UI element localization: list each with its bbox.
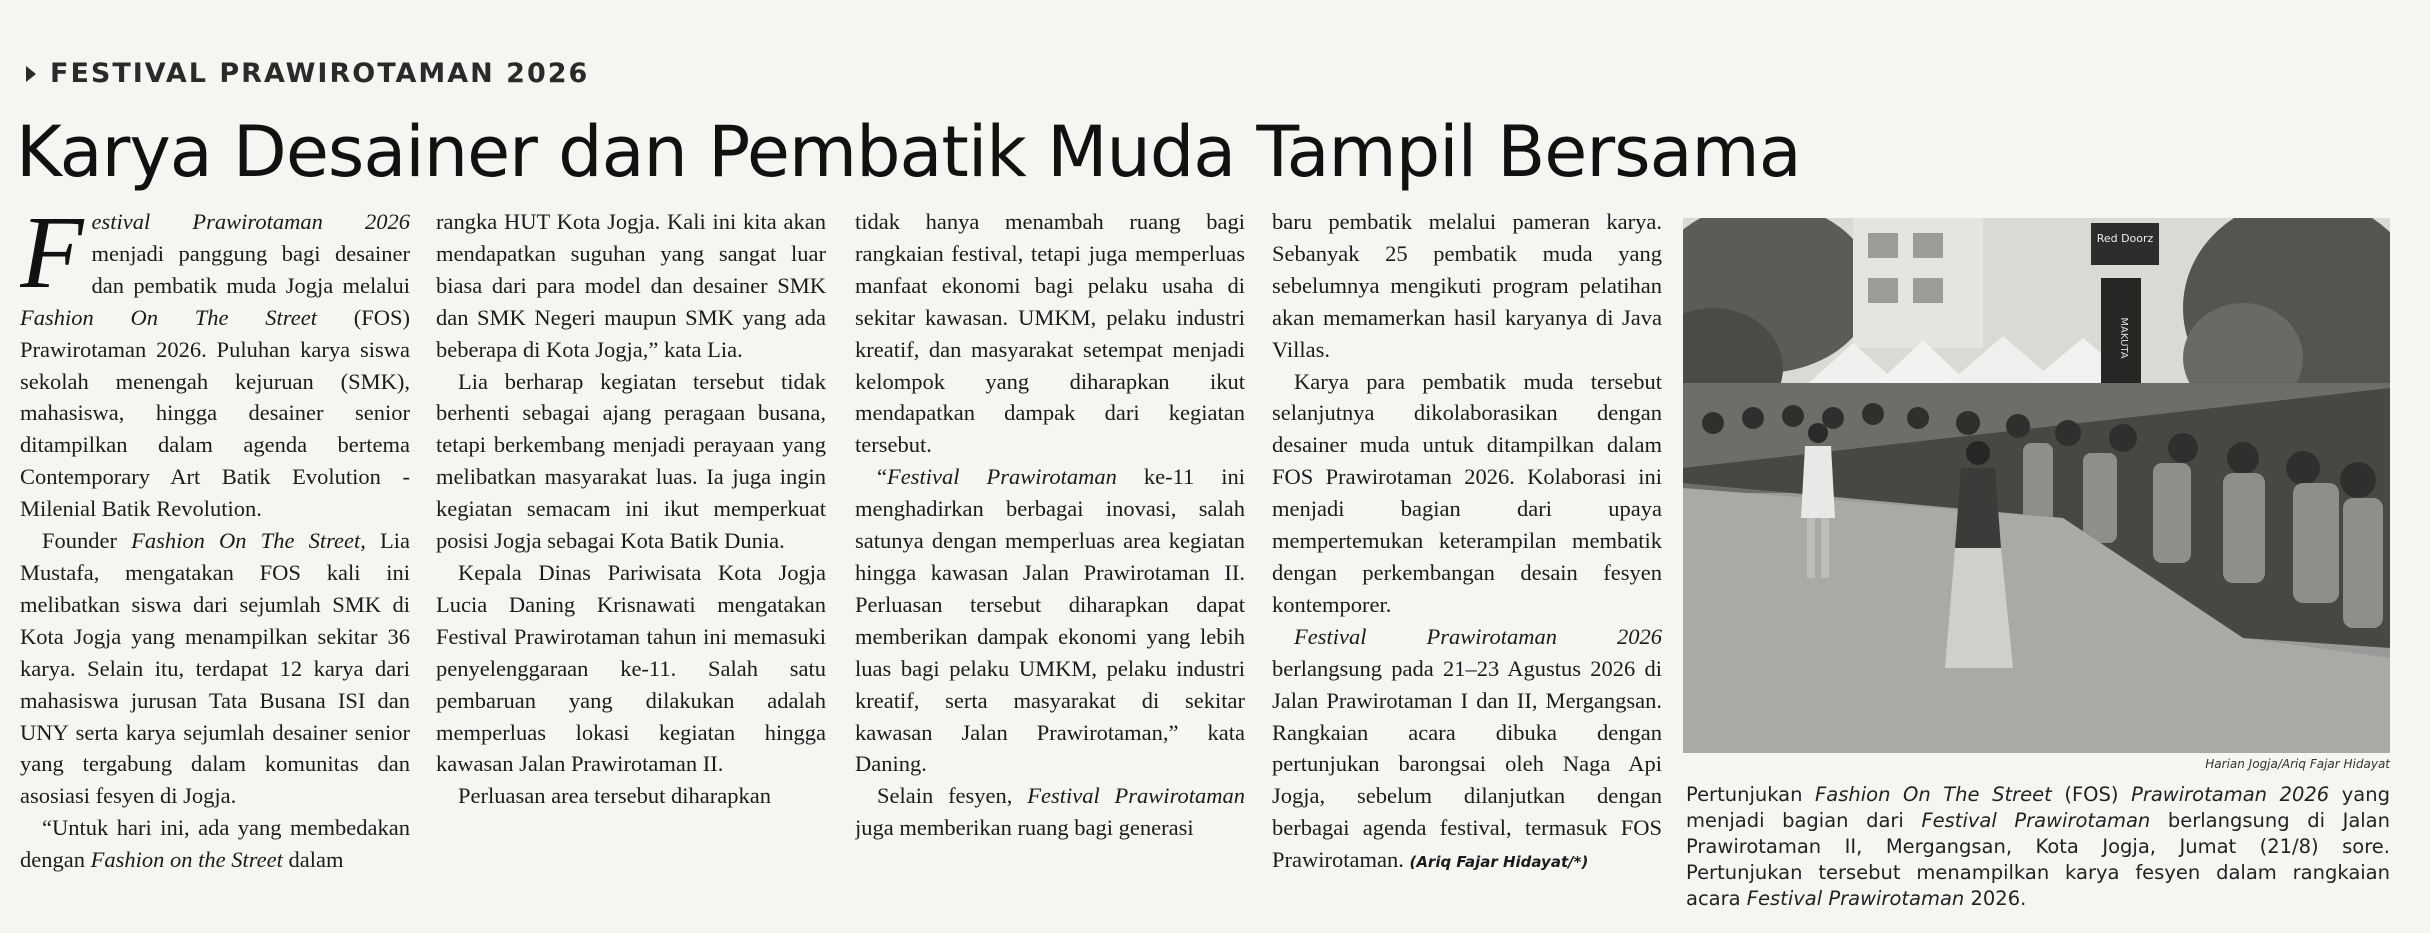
article-headline: Karya Desainer dan Pembatik Muda Tampil Bersama: [16, 111, 1801, 193]
text: juga memberikan ruang bagi generasi: [855, 815, 1194, 841]
triangle-bullet-icon: [26, 66, 36, 82]
photo-credit: Harian Jogja/Ariq Fajar Hidayat: [2205, 757, 2390, 771]
emphasis: Festival Prawirotaman: [1027, 783, 1245, 809]
article-column-2: [436, 206, 826, 906]
paragraph: Karya para pembatik muda tersebut selanjutnya dikolaborasikan dengan desainer muda untuk ditampilkan dalam FOS Prawirotaman 2026. Kolaborasi ini menjadi bagian dari upaya mempertemukan keterampilan membatik dengan perkembangan desain fesyen kontemporer.: [1272, 368, 1662, 617]
emphasis: Prawirotaman 2026: [2131, 783, 2330, 806]
kicker-text: FESTIVAL PRAWIROTAMAN 2026: [50, 58, 590, 89]
text: menjadi panggung bagi desainer dan pembatik muda Jogja melalui: [91, 240, 410, 298]
emphasis: Fashion On The Street,: [131, 528, 366, 554]
article-column-1: [20, 206, 410, 906]
paragraph: [20, 812, 410, 876]
text: berlangsung pada 21–23 Agustus 2026 di Jalan Prawirotaman I dan II, Mergangsan. Rangkaian acara dibuka dengan pertunjukan barongsai oleh Naga Api Jogja, sebelum dilanjutkan dengan berbagai agenda festival, termasuk FOS Prawirotaman.: [1272, 655, 1662, 873]
paragraph: [1272, 621, 1662, 879]
paragraph: [855, 780, 1245, 844]
text: Pertunjukan: [1686, 783, 1816, 806]
paragraph: Lia berharap kegiatan tersebut tidak berhenti sebagai ajang peragaan busana, tetapi berkembang menjadi perayaan yang melibatkan masyarakat luas. Ia juga ingin kegiatan semacam ini ikut memperkuat posisi Jogja sebagai Kota Batik Dunia.: [436, 368, 826, 554]
paragraph: Perluasan area tersebut diharapkan: [458, 783, 771, 809]
article-column-4: [1272, 206, 1662, 906]
emphasis: Fashion On The Street: [20, 304, 317, 330]
article-column-3: [855, 206, 1245, 906]
article-byline: (Ariq Fajar Hidayat/*): [1409, 853, 1589, 872]
text: ke-11 ini menghadirkan berbagai inovasi, salah satunya dengan memperluas area kegiatan hingga kawasan Jalan Prawirotaman II. Perluasan tersebut diharapkan dapat memberikan dampak ekonomi yang lebih luas bagi pelaku UMKM, pelaku industri kreatif, serta masyarakat di sekitar kawasan Jalan Prawirotaman,” kata Daning.: [855, 464, 1245, 777]
drop-cap: F: [20, 206, 84, 310]
emphasis: Festival Prawirotaman: [887, 464, 1117, 490]
paragraph: baru pembatik melalui pameran karya. Sebanyak 25 pembatik muda yang sebelumnya mengikuti program pelatihan akan memamerkan hasil karyanya di Java Villas.: [1272, 209, 1662, 362]
emphasis: estival Prawirotaman 2026: [91, 209, 410, 234]
text: dalam: [282, 847, 344, 873]
text: berlangsung di Jalan Prawirotaman II, Mergangsan, Kota Jogja, Jumat (21/8) sore. Pertunjukan tersebut menampilkan karya fesyen dalam rangkaian acara: [1686, 809, 2390, 910]
fashion-show-photo-illustration: [1683, 218, 2390, 753]
text: (FOS): [2051, 783, 2132, 806]
emphasis: Fashion on the Street: [90, 847, 283, 873]
text: “: [877, 464, 887, 490]
text: Lia Mustafa, mengatakan FOS kali ini melibatkan siswa dari sejumlah SMK di Kota Jogja yang menampilkan sekitar 36 karya. Selain itu, terdapat 12 karya dari mahasiswa jurusan Tata Busana ISI dan UNY serta karya sejumlah desainer senior yang tergabung dalam komunitas dan asosiasi fesyen di Jogja.: [20, 528, 410, 809]
emphasis: Festival Prawirotaman: [1921, 809, 2151, 832]
text: 2026.: [1964, 887, 2027, 910]
text: (FOS) Prawirotaman 2026. Puluhan karya siswa sekolah menengah kejuruan (SMK), mahasiswa, hingga desainer senior ditampilkan dalam agenda bertema Contemporary Art Batik Evolution - Milenial Batik Revolution.: [20, 304, 410, 522]
emphasis: Festival Prawirotaman: [1746, 887, 1965, 910]
photo-caption: [1686, 782, 2390, 912]
text: yang menjadi bagian dari: [1686, 783, 2390, 832]
emphasis: Fashion On The Street: [1815, 783, 2052, 806]
text: Selain fesyen,: [877, 783, 1028, 809]
section-kicker: [26, 58, 589, 89]
text: “Untuk hari ini, ada yang membedakan dengan: [20, 815, 410, 873]
emphasis: Festival Prawirotaman 2026: [1294, 623, 1662, 649]
vertical-sign-text: MAKUTA: [2118, 317, 2129, 359]
paragraph: rangka HUT Kota Jogja. Kali ini kita akan mendapatkan suguhan yang sangat luar biasa dari para model dan desainer SMK dan SMK Negeri maupun SMK yang ada beberapa di Kota Jogja,” kata Lia.: [436, 209, 826, 362]
paragraph: [20, 525, 410, 812]
paragraph: tidak hanya menambah ruang bagi rangkaian festival, tetapi juga memperluas manfaat ekonomi bagi pelaku usaha di sekitar kawasan. UMKM, pelaku industri kreatif, dan masyarakat setempat menjadi kelompok yang diharapkan ikut mendapatkan dampak dari kegiatan tersebut.: [855, 209, 1245, 458]
text: Founder: [42, 528, 132, 554]
paragraph: Kepala Dinas Pariwisata Kota Jogja Lucia Daning Krisnawati mengatakan Festival Prawirotaman tahun ini memasuki penyelenggaraan ke-11. Salah satu pembaruan yang dilakukan adalah memperluas lokasi kegiatan hingga kawasan Jalan Prawirotaman II.: [436, 559, 826, 777]
paragraph: [855, 461, 1245, 780]
shop-sign-text: Red Doorz: [2096, 232, 2154, 245]
article-photo: [1683, 218, 2390, 753]
caption-paragraph: [1686, 782, 2390, 912]
paragraph: [20, 206, 410, 525]
